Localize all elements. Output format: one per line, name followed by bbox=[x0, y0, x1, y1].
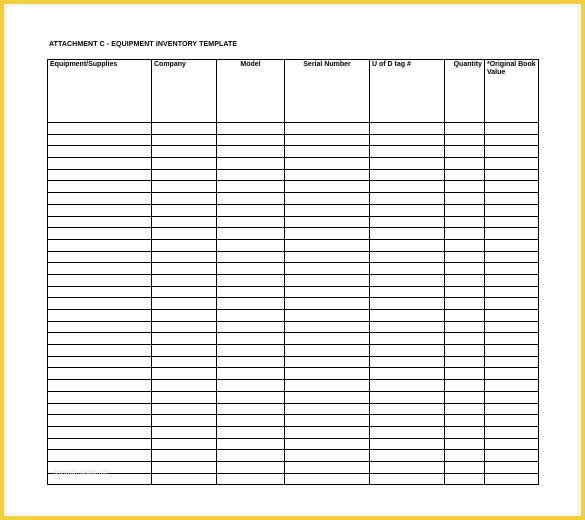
table-cell bbox=[370, 123, 445, 135]
table-cell bbox=[48, 403, 152, 415]
table-cell bbox=[152, 333, 217, 345]
table-cell bbox=[152, 473, 217, 485]
table-cell bbox=[370, 403, 445, 415]
table-cell bbox=[370, 251, 445, 263]
table-cell bbox=[217, 321, 285, 333]
table-cell bbox=[485, 274, 539, 286]
table-cell bbox=[152, 193, 217, 205]
table-cell bbox=[48, 204, 152, 216]
table-row bbox=[48, 298, 539, 310]
table-cell bbox=[445, 158, 485, 170]
table-row bbox=[48, 391, 539, 403]
table-cell bbox=[48, 181, 152, 193]
table-cell bbox=[48, 146, 152, 158]
table-cell bbox=[485, 146, 539, 158]
table-cell bbox=[370, 239, 445, 251]
table-cell bbox=[485, 263, 539, 275]
table-cell bbox=[485, 321, 539, 333]
table-row bbox=[48, 356, 539, 368]
table-cell bbox=[485, 123, 539, 135]
table-cell bbox=[217, 356, 285, 368]
table-cell bbox=[217, 204, 285, 216]
table-cell bbox=[217, 403, 285, 415]
table-cell bbox=[152, 286, 217, 298]
table-cell bbox=[285, 380, 370, 392]
table-cell bbox=[152, 204, 217, 216]
table-cell bbox=[285, 251, 370, 263]
table-cell bbox=[152, 181, 217, 193]
table-cell bbox=[285, 368, 370, 380]
table-cell bbox=[48, 438, 152, 450]
table-cell bbox=[152, 158, 217, 170]
table-cell bbox=[445, 368, 485, 380]
table-cell bbox=[485, 380, 539, 392]
table-cell bbox=[48, 158, 152, 170]
table-cell bbox=[485, 438, 539, 450]
table-cell bbox=[485, 403, 539, 415]
table-cell bbox=[485, 169, 539, 181]
table-cell bbox=[485, 204, 539, 216]
table-cell bbox=[485, 415, 539, 427]
column-header-model: Model bbox=[217, 60, 285, 123]
table-cell bbox=[445, 204, 485, 216]
table-cell bbox=[485, 450, 539, 462]
table-cell bbox=[445, 146, 485, 158]
table-cell bbox=[285, 426, 370, 438]
table-cell bbox=[445, 298, 485, 310]
table-row bbox=[48, 321, 539, 333]
table-cell bbox=[285, 274, 370, 286]
table-cell bbox=[370, 461, 445, 473]
table-cell bbox=[285, 239, 370, 251]
table-cell bbox=[152, 274, 217, 286]
table-cell bbox=[152, 391, 217, 403]
table-cell bbox=[370, 380, 445, 392]
table-cell bbox=[217, 193, 285, 205]
table-row bbox=[48, 403, 539, 415]
table-cell bbox=[370, 345, 445, 357]
table-cell bbox=[285, 473, 370, 485]
table-cell bbox=[485, 310, 539, 322]
table-row bbox=[48, 239, 539, 251]
table-cell bbox=[217, 415, 285, 427]
document-title: ATTACHMENT C - EQUIPMENT INVENTORY TEMPLATE bbox=[49, 41, 238, 48]
table-cell bbox=[217, 158, 285, 170]
table-cell bbox=[152, 415, 217, 427]
table-cell bbox=[217, 146, 285, 158]
table-cell bbox=[285, 193, 370, 205]
table-cell bbox=[370, 415, 445, 427]
column-header-company: Company bbox=[152, 60, 217, 123]
table-cell bbox=[48, 345, 152, 357]
table-cell bbox=[485, 286, 539, 298]
table-cell bbox=[152, 321, 217, 333]
table-cell bbox=[217, 228, 285, 240]
table-cell bbox=[445, 461, 485, 473]
table-cell bbox=[445, 473, 485, 485]
table-cell bbox=[285, 181, 370, 193]
table-cell bbox=[217, 310, 285, 322]
table-cell bbox=[285, 356, 370, 368]
table-cell bbox=[285, 321, 370, 333]
table-cell bbox=[152, 228, 217, 240]
table-cell bbox=[48, 310, 152, 322]
table-cell bbox=[152, 239, 217, 251]
table-cell bbox=[285, 450, 370, 462]
table-cell bbox=[285, 216, 370, 228]
column-header-serial-number: Serial Number bbox=[285, 60, 370, 123]
table-cell bbox=[217, 345, 285, 357]
header-row bbox=[48, 60, 539, 123]
table-cell bbox=[217, 368, 285, 380]
table-cell bbox=[445, 286, 485, 298]
table-cell bbox=[152, 134, 217, 146]
table-cell bbox=[445, 415, 485, 427]
table-cell bbox=[152, 263, 217, 275]
table-cell bbox=[485, 461, 539, 473]
table-cell bbox=[445, 169, 485, 181]
table-row bbox=[48, 286, 539, 298]
table-cell bbox=[48, 263, 152, 275]
table-cell bbox=[485, 345, 539, 357]
table-row bbox=[48, 333, 539, 345]
table-row bbox=[48, 251, 539, 263]
table-row bbox=[48, 461, 539, 473]
table-cell bbox=[445, 321, 485, 333]
table-cell bbox=[370, 333, 445, 345]
table-cell bbox=[152, 438, 217, 450]
table-cell bbox=[370, 286, 445, 298]
table-cell bbox=[217, 450, 285, 462]
table-cell bbox=[48, 169, 152, 181]
table-cell bbox=[370, 310, 445, 322]
table-cell bbox=[217, 438, 285, 450]
table-cell bbox=[217, 239, 285, 251]
table-cell bbox=[370, 158, 445, 170]
table-row bbox=[48, 158, 539, 170]
table-cell bbox=[370, 146, 445, 158]
table-cell bbox=[370, 216, 445, 228]
table-cell bbox=[217, 134, 285, 146]
table-cell bbox=[217, 380, 285, 392]
table-cell bbox=[445, 333, 485, 345]
table-cell bbox=[445, 391, 485, 403]
table-cell bbox=[48, 239, 152, 251]
table-row bbox=[48, 263, 539, 275]
table-cell bbox=[48, 391, 152, 403]
table-cell bbox=[217, 461, 285, 473]
table-cell bbox=[370, 134, 445, 146]
table-cell bbox=[370, 204, 445, 216]
table-cell bbox=[445, 263, 485, 275]
table-cell bbox=[445, 356, 485, 368]
table-cell bbox=[370, 391, 445, 403]
table-cell bbox=[485, 251, 539, 263]
column-header-quantity: Quantity bbox=[445, 60, 485, 123]
table-cell bbox=[445, 403, 485, 415]
table-cell bbox=[217, 473, 285, 485]
page-frame bbox=[4, 4, 581, 516]
table-cell bbox=[370, 193, 445, 205]
table-cell bbox=[485, 181, 539, 193]
table-cell bbox=[48, 380, 152, 392]
table-cell bbox=[445, 438, 485, 450]
table-cell bbox=[285, 228, 370, 240]
table-cell bbox=[285, 158, 370, 170]
table-cell bbox=[285, 461, 370, 473]
table-cell bbox=[217, 251, 285, 263]
table-cell bbox=[445, 450, 485, 462]
table-cell bbox=[285, 134, 370, 146]
table-row bbox=[48, 438, 539, 450]
table-cell bbox=[445, 123, 485, 135]
table-cell bbox=[485, 134, 539, 146]
table-cell bbox=[485, 368, 539, 380]
table-row bbox=[48, 345, 539, 357]
table-row bbox=[48, 426, 539, 438]
table-row bbox=[48, 274, 539, 286]
table-cell bbox=[48, 368, 152, 380]
table-cell bbox=[285, 333, 370, 345]
table-row bbox=[48, 123, 539, 135]
table-row bbox=[48, 228, 539, 240]
table-cell bbox=[285, 310, 370, 322]
table-cell bbox=[152, 216, 217, 228]
table-cell bbox=[370, 450, 445, 462]
table-cell bbox=[48, 134, 152, 146]
table-row bbox=[48, 450, 539, 462]
table-cell bbox=[370, 263, 445, 275]
table-cell bbox=[152, 123, 217, 135]
table-row bbox=[48, 193, 539, 205]
table-cell bbox=[370, 181, 445, 193]
table-cell bbox=[48, 321, 152, 333]
table-cell bbox=[48, 333, 152, 345]
column-header-book-value: *Original Book Value bbox=[485, 60, 539, 123]
table-row bbox=[48, 310, 539, 322]
table-cell bbox=[370, 228, 445, 240]
table-cell bbox=[48, 415, 152, 427]
table-cell bbox=[48, 123, 152, 135]
table-row bbox=[48, 134, 539, 146]
table-cell bbox=[48, 274, 152, 286]
table-cell bbox=[485, 298, 539, 310]
table-cell bbox=[217, 391, 285, 403]
table-cell bbox=[285, 286, 370, 298]
table-cell bbox=[285, 204, 370, 216]
table-row bbox=[48, 146, 539, 158]
table-cell bbox=[152, 450, 217, 462]
table-cell bbox=[152, 368, 217, 380]
table-cell bbox=[217, 181, 285, 193]
table-cell bbox=[48, 216, 152, 228]
table-cell bbox=[285, 298, 370, 310]
table-cell bbox=[48, 228, 152, 240]
table-body bbox=[48, 123, 539, 485]
table-cell bbox=[217, 123, 285, 135]
inventory-table bbox=[47, 59, 539, 485]
table-cell bbox=[445, 216, 485, 228]
table-cell bbox=[152, 426, 217, 438]
table-cell bbox=[48, 193, 152, 205]
table-cell bbox=[285, 263, 370, 275]
table-cell bbox=[285, 438, 370, 450]
table-cell bbox=[217, 169, 285, 181]
table-cell bbox=[217, 286, 285, 298]
table-cell bbox=[445, 181, 485, 193]
table-row bbox=[48, 380, 539, 392]
table-cell bbox=[485, 391, 539, 403]
table-cell bbox=[152, 356, 217, 368]
table-cell bbox=[152, 380, 217, 392]
table-cell bbox=[152, 461, 217, 473]
table-cell bbox=[217, 298, 285, 310]
table-cell bbox=[217, 216, 285, 228]
table-cell bbox=[445, 426, 485, 438]
table-cell bbox=[285, 169, 370, 181]
table-row bbox=[48, 368, 539, 380]
table-cell bbox=[48, 298, 152, 310]
table-cell bbox=[370, 298, 445, 310]
table-cell bbox=[285, 403, 370, 415]
table-cell bbox=[152, 403, 217, 415]
table-cell bbox=[217, 274, 285, 286]
table-cell bbox=[445, 251, 485, 263]
table-cell bbox=[485, 473, 539, 485]
table-cell bbox=[217, 333, 285, 345]
column-header-tag: U of D tag # bbox=[370, 60, 445, 123]
table-cell bbox=[485, 158, 539, 170]
table-cell bbox=[285, 146, 370, 158]
table-cell bbox=[48, 251, 152, 263]
table-cell bbox=[152, 169, 217, 181]
table-row bbox=[48, 169, 539, 181]
table-row bbox=[48, 204, 539, 216]
table-cell bbox=[370, 169, 445, 181]
table-cell bbox=[485, 228, 539, 240]
table-cell bbox=[285, 391, 370, 403]
table-cell bbox=[48, 356, 152, 368]
table-cell bbox=[285, 415, 370, 427]
table-cell bbox=[370, 426, 445, 438]
table-cell bbox=[152, 310, 217, 322]
table-cell bbox=[152, 146, 217, 158]
table-row bbox=[48, 216, 539, 228]
table-cell bbox=[370, 473, 445, 485]
table-cell bbox=[445, 274, 485, 286]
table-cell bbox=[485, 193, 539, 205]
table-row bbox=[48, 473, 539, 485]
table-cell bbox=[285, 345, 370, 357]
table-cell bbox=[445, 239, 485, 251]
table-cell bbox=[445, 310, 485, 322]
table-cell bbox=[48, 286, 152, 298]
table-cell bbox=[48, 450, 152, 462]
table-cell bbox=[370, 368, 445, 380]
table-cell bbox=[485, 333, 539, 345]
table-cell bbox=[370, 321, 445, 333]
table-row bbox=[48, 181, 539, 193]
table-cell bbox=[370, 274, 445, 286]
table-cell bbox=[152, 345, 217, 357]
table-cell bbox=[445, 134, 485, 146]
column-header-equipment: Equipment/Supplies bbox=[48, 60, 152, 123]
table-cell bbox=[152, 251, 217, 263]
watermark: www.template.net bbox=[53, 469, 109, 476]
table-cell bbox=[445, 345, 485, 357]
table-cell bbox=[445, 193, 485, 205]
table-cell bbox=[217, 426, 285, 438]
table-cell bbox=[370, 438, 445, 450]
table-cell bbox=[485, 239, 539, 251]
table-cell bbox=[217, 263, 285, 275]
table-cell bbox=[48, 426, 152, 438]
table-cell bbox=[285, 123, 370, 135]
table-cell bbox=[485, 356, 539, 368]
table-cell bbox=[370, 356, 445, 368]
table-cell bbox=[485, 426, 539, 438]
table-cell bbox=[152, 298, 217, 310]
table-row bbox=[48, 415, 539, 427]
document-page bbox=[7, 7, 578, 513]
table-cell bbox=[445, 228, 485, 240]
table-cell bbox=[445, 380, 485, 392]
table-cell bbox=[485, 216, 539, 228]
